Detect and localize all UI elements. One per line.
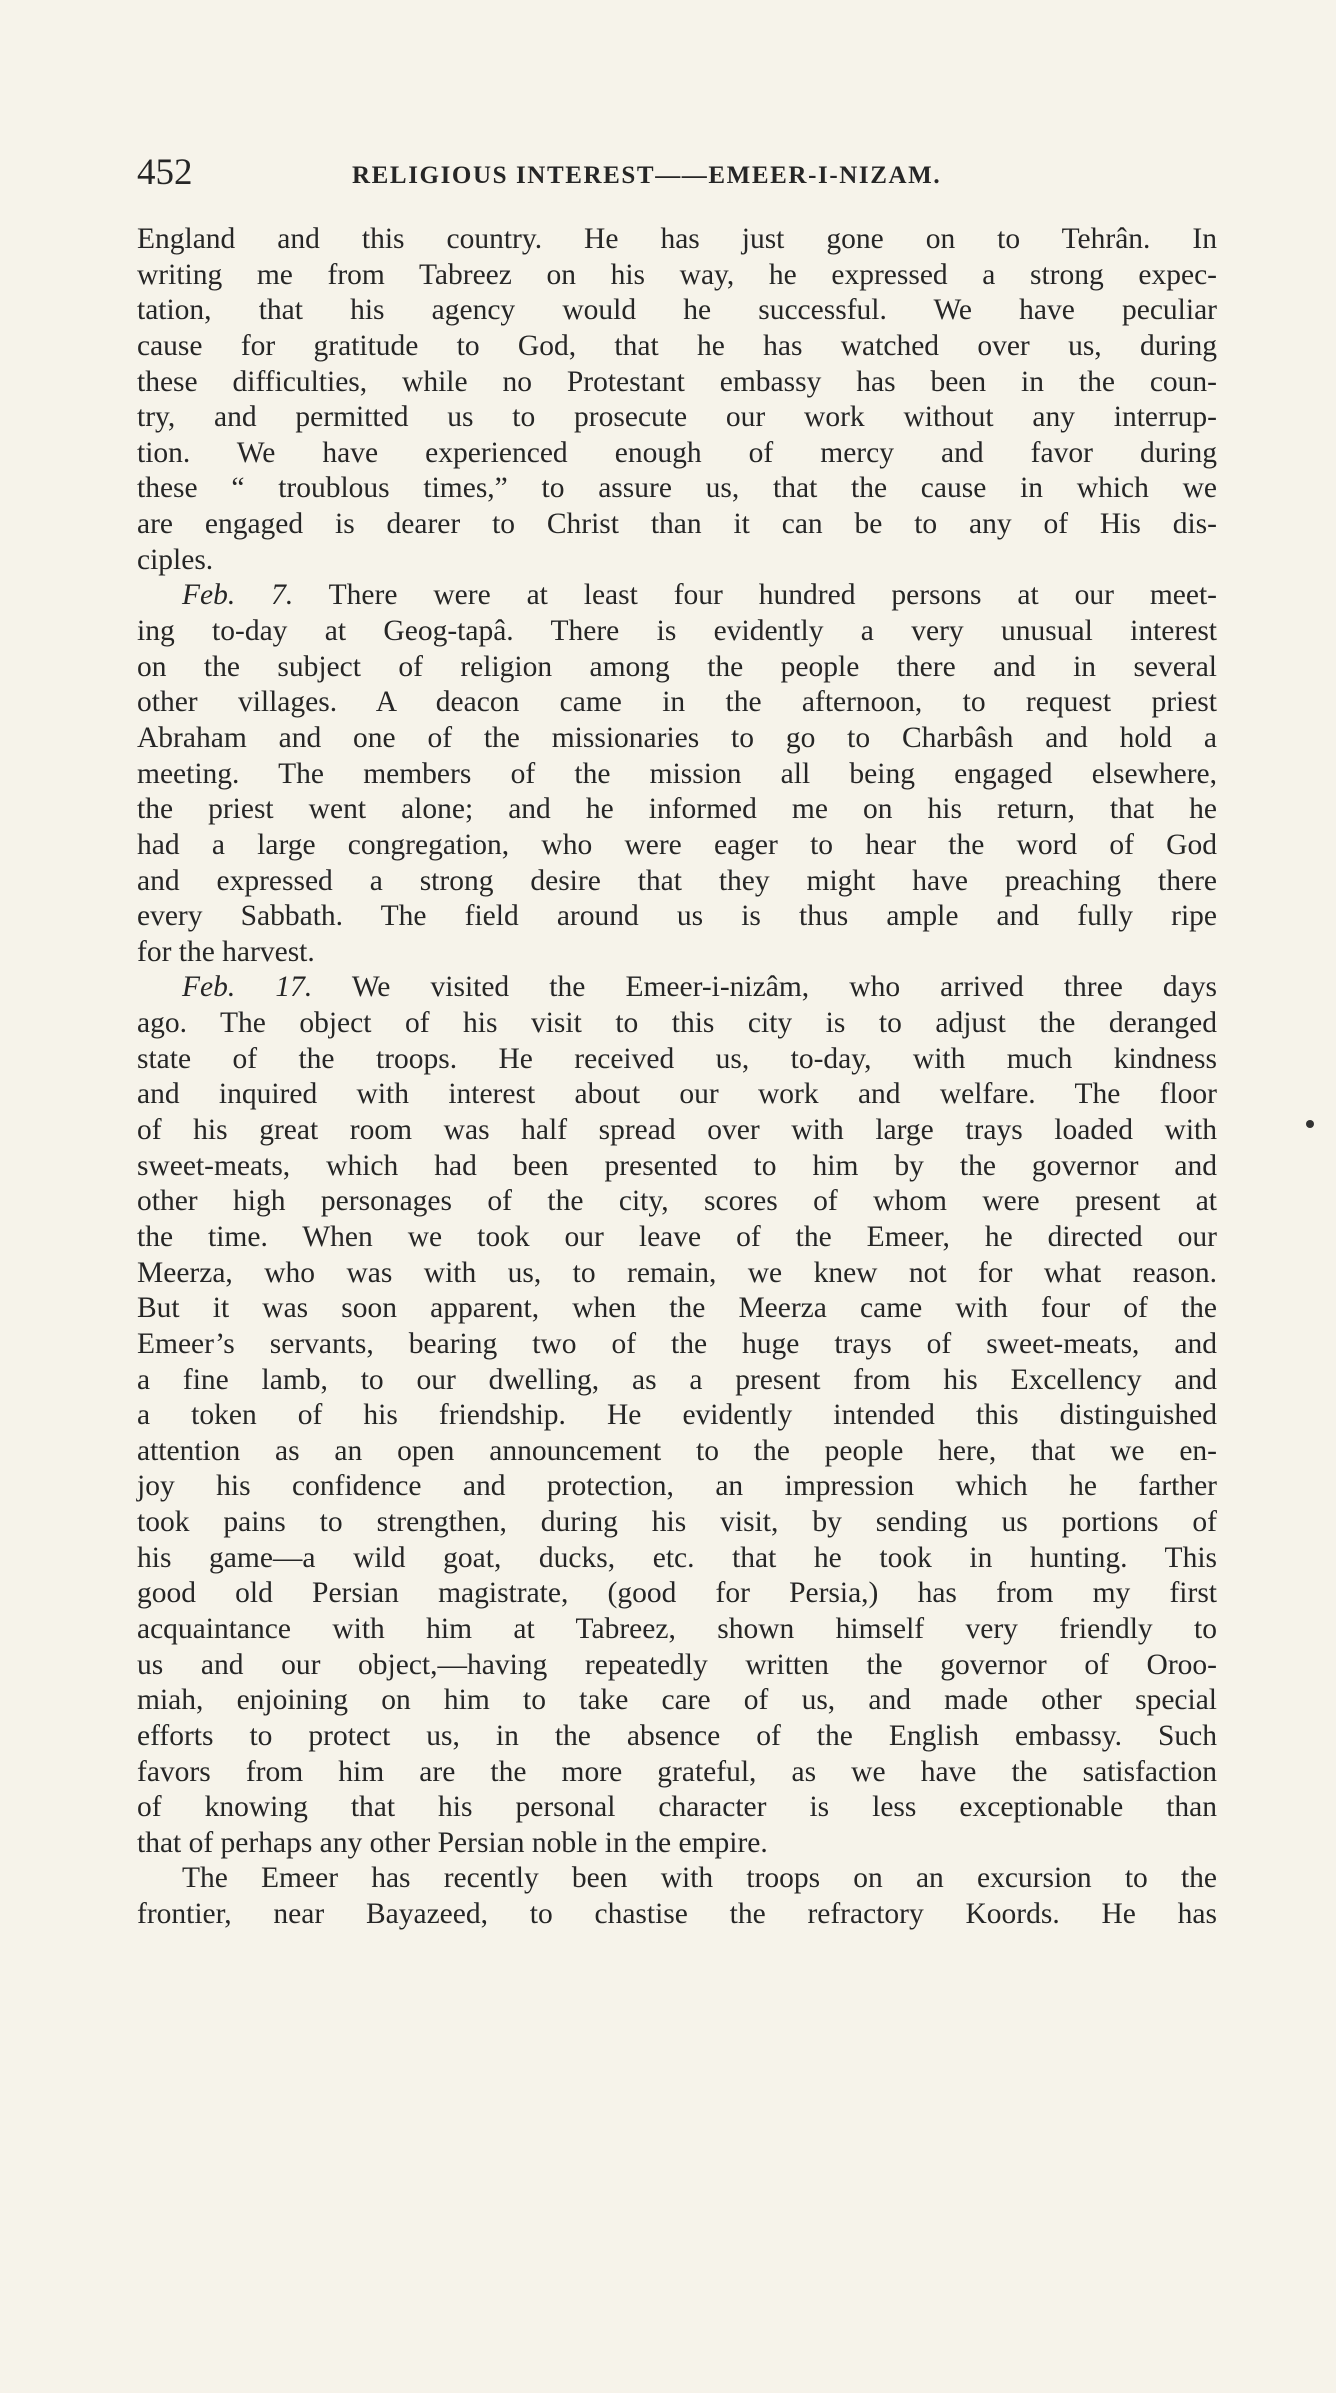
text-line <box>137 578 1217 614</box>
text-line: these difficulties, while no Protestant embassy has been in the coun- <box>137 365 1217 398</box>
margin-dot-mark <box>1306 1120 1314 1128</box>
text-line <box>137 970 1217 1006</box>
text-line: of his great room was half spread over with large trays loaded with <box>137 1114 1217 1147</box>
paragraph <box>137 222 1217 578</box>
body-text <box>137 222 1217 1933</box>
paragraph <box>137 578 1217 970</box>
text-line: had a large congregation, who were eager to hear the word of God <box>137 828 1217 861</box>
text-line: and expressed a strong desire that they might have preaching there <box>137 864 1217 897</box>
paragraph <box>137 1861 1217 1932</box>
text-line: Abraham and one of the missionaries to go to Charbâsh and hold a <box>137 721 1217 754</box>
text-line: The Emeer has recently been with troops on an excursion to the <box>182 1862 1217 1895</box>
text-run: We visited the Emeer-i-nizâm, who arrived three days <box>312 971 1217 1004</box>
text-line: us and our object,—having repeatedly written the governor of Oroo- <box>137 1648 1217 1681</box>
text-line: sweet-meats, which had been presented to him by the governor and <box>137 1149 1217 1182</box>
text-line: on the subject of religion among the people there and in several <box>137 650 1217 683</box>
entry-date: Feb. 7. <box>182 579 294 612</box>
page-header <box>137 148 1217 198</box>
text-line: acquaintance with him at Tabreez, shown himself very friendly to <box>137 1612 1217 1645</box>
text-line: joy his confidence and protection, an impression which he farther <box>137 1470 1217 1503</box>
text-run: There were at least four hundred persons at our meet- <box>293 579 1217 612</box>
text-line: writing me from Tabreez on his way, he expressed a strong expec- <box>137 258 1217 291</box>
text-line: and inquired with interest about our work and welfare. The floor <box>137 1078 1217 1111</box>
text-line: of knowing that his personal character is less exceptionable than <box>137 1791 1217 1824</box>
text-line: But it was soon apparent, when the Meerza came with four of the <box>137 1292 1217 1325</box>
text-line: state of the troops. He received us, to-day, with much kindness <box>137 1042 1217 1075</box>
text-line: Emeer’s servants, bearing two of the huge trays of sweet-meats, and <box>137 1327 1217 1360</box>
text-line: these “ troublous times,” to assure us, that the cause in which we <box>137 472 1217 505</box>
entry-date: Feb. 17. <box>182 971 313 1004</box>
text-line: miah, enjoining on him to take care of us, and made other special <box>137 1684 1217 1717</box>
text-line: other high personages of the city, scores of whom were present at <box>137 1185 1217 1218</box>
text-line: England and this country. He has just gone on to Tehrân. In <box>137 223 1217 255</box>
text-line: are engaged is dearer to Christ than it can be to any of His dis- <box>137 508 1217 541</box>
page-number: 452 <box>137 152 193 193</box>
text-line: the priest went alone; and he informed me on his return, that he <box>137 793 1217 826</box>
text-line: efforts to protect us, in the absence of the English embassy. Such <box>137 1719 1217 1752</box>
text-line: his game—a wild goat, ducks, etc. that he took in hunting. This <box>137 1541 1217 1574</box>
text-line: meeting. The members of the mission all being engaged elsewhere, <box>137 757 1217 790</box>
paragraph <box>137 970 1217 1861</box>
text-line: attention as an open announcement to the people here, that we en- <box>137 1434 1217 1467</box>
text-line: took pains to strengthen, during his visit, by sending us portions of <box>137 1506 1217 1539</box>
text-line: Meerza, who was with us, to remain, we knew not for what reason. <box>137 1256 1217 1289</box>
text-line: frontier, near Bayazeed, to chastise the refractory Koords. He has <box>137 1898 1217 1931</box>
text-line: good old Persian magistrate, (good for Persia,) has from my first <box>137 1577 1217 1610</box>
text-line: every Sabbath. The field around us is thus ample and fully ripe <box>137 900 1217 933</box>
text-line: ing to-day at Geog-tapâ. There is evidently a very unusual interest <box>137 615 1217 648</box>
text-line: a fine lamb, to our dwelling, as a present from his Excellency and <box>137 1363 1217 1396</box>
text-line: other villages. A deacon came in the afternoon, to request priest <box>137 686 1217 719</box>
text-line: favors from him are the more grateful, as we have the satisfaction <box>137 1755 1217 1788</box>
text-line: tation, that his agency would he successful. We have peculiar <box>137 294 1217 327</box>
text-line: ciples. <box>137 543 214 576</box>
running-head: RELIGIOUS INTEREST——EMEER-I-NIZAM. <box>352 162 942 189</box>
text-line: for the harvest. <box>137 935 315 968</box>
text-line: try, and permitted us to prosecute our work without any interrup- <box>137 401 1217 434</box>
text-line: the time. When we took our leave of the Emeer, he directed our <box>137 1220 1217 1253</box>
text-line: ago. The object of his visit to this city is to adjust the deranged <box>137 1007 1217 1040</box>
text-line: a token of his friendship. He evidently intended this distinguished <box>137 1399 1217 1432</box>
text-line: cause for gratitude to God, that he has watched over us, during <box>137 329 1217 362</box>
text-line: tion. We have experienced enough of mercy and favor during <box>137 436 1217 469</box>
text-line: that of perhaps any other Persian noble in the empire. <box>137 1826 768 1859</box>
